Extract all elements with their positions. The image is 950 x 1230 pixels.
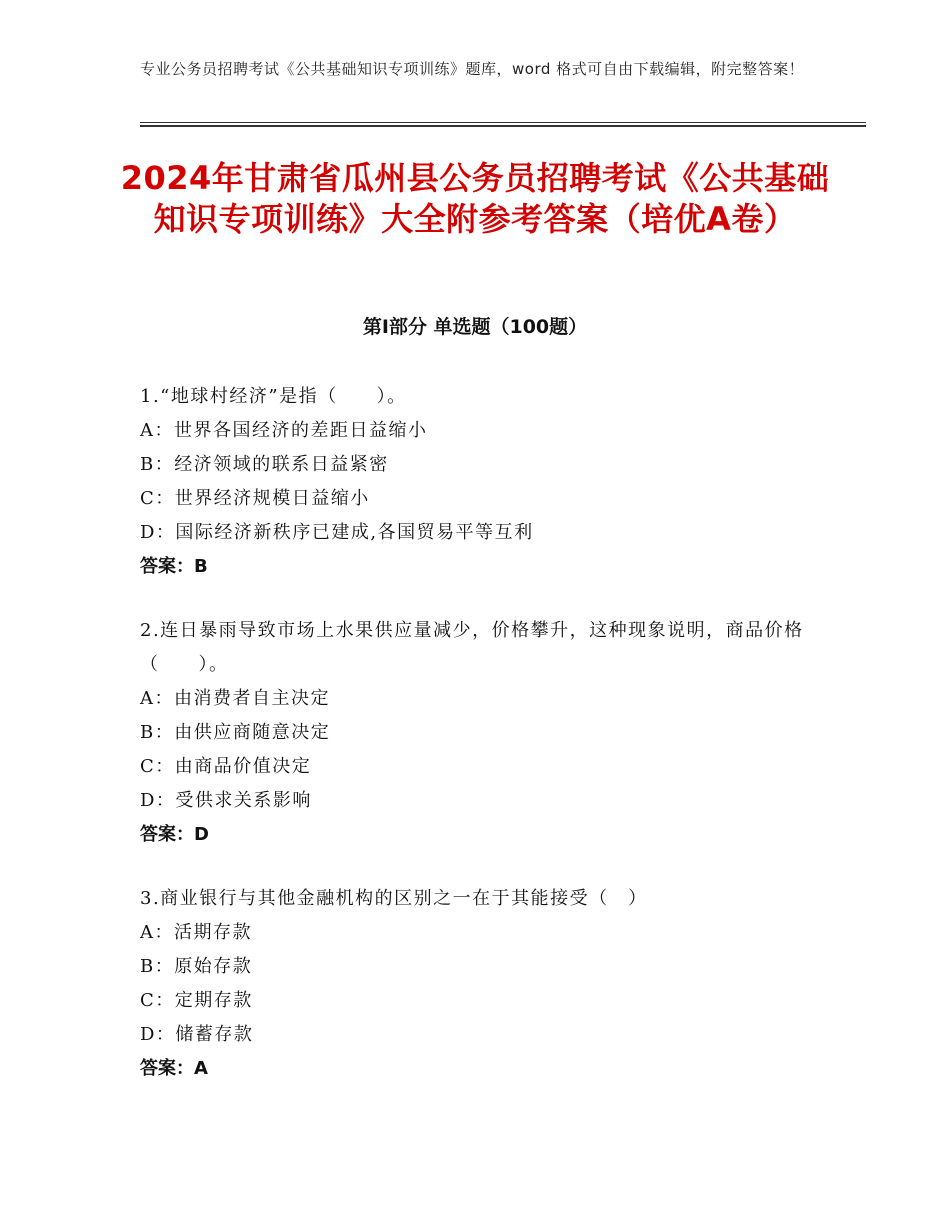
answer-line: 答案：B	[140, 556, 208, 577]
option-d: D：受供求关系影响	[140, 790, 312, 811]
header-divider-thick	[140, 125, 866, 127]
option-c: C：世界经济规模日益缩小	[140, 488, 370, 509]
option-b: B：由供应商随意决定	[140, 722, 331, 743]
option-a: A：世界各国经济的差距日益缩小	[140, 420, 428, 441]
section-heading: 第I部分 单选题（100题）	[362, 316, 588, 338]
answer-line: 答案：D	[140, 824, 209, 845]
option-a: A：由消费者自主决定	[140, 688, 330, 709]
option-d: D：国际经济新秩序已建成,各国贸易平等互利	[140, 522, 534, 543]
option-b: B：原始存款	[140, 956, 253, 977]
question-stem: 2.连日暴雨导致市场上水果供应量减少，价格攀升，这种现象说明，商品价格（ ）。	[140, 620, 804, 675]
option-c: C：定期存款	[140, 990, 253, 1011]
answer-line: 答案：A	[140, 1058, 208, 1079]
question-stem: 1.“地球村经济”是指（ ）。	[140, 386, 407, 407]
header-note: 专业公务员招聘考试《公共基础知识专项训练》题库，word 格式可自由下载编辑，附完整答案！	[140, 60, 805, 78]
document-title: 2024年甘肃省瓜州县公务员招聘考试《公共基础知识专项训练》大全附参考答案（培优A卷）	[120, 159, 830, 238]
option-a: A：活期存款	[140, 922, 252, 943]
option-c: C：由商品价值决定	[140, 756, 312, 777]
question-list	[140, 380, 820, 1116]
question-item	[140, 614, 820, 852]
question-stem: 3.商业银行与其他金融机构的区别之一在于其能接受（ ）	[140, 888, 648, 909]
question-item	[140, 380, 820, 584]
option-b: B：经济领域的联系日益紧密	[140, 454, 389, 475]
option-d: D：储蓄存款	[140, 1024, 254, 1045]
header-divider-thin	[140, 122, 866, 123]
question-item	[140, 882, 820, 1086]
